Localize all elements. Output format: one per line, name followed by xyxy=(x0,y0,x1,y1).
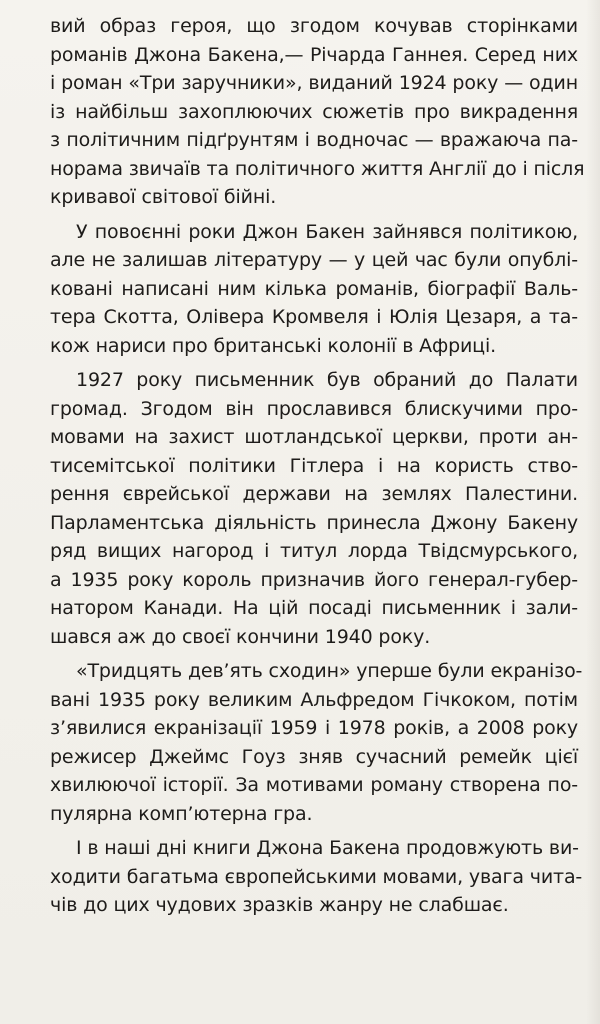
page-edge-shadow xyxy=(586,0,600,1024)
text-line: вані 1935 року великим Альфредом Гічкоком, потім xyxy=(50,688,578,711)
text-line: а 1935 року король призначив його генерал-губер- xyxy=(50,568,578,591)
text-line: Парламентська діяльність принесла Джону Бакену xyxy=(50,511,578,534)
text-line: рення єврейської держави на землях Палестини. xyxy=(50,483,578,505)
text-line: тисемітської політики Гітлера і на користь ство- xyxy=(50,454,578,477)
text-line: шався аж до своєї кончини 1940 року. xyxy=(50,625,431,648)
paragraph-5 xyxy=(50,834,583,920)
text-line: норама звичаїв та політичного життя Англії до і після xyxy=(50,157,585,180)
text-line: з’явилися екранізації 1959 і 1978 років, а 2008 року xyxy=(50,717,578,739)
text-line: кривавої світової бійні. xyxy=(50,186,277,208)
text-line: але не залишав літературу — у цей час були опублі- xyxy=(50,249,578,271)
text-line: громад. Згодом він прославився блискучими про- xyxy=(50,397,578,420)
text-line: пулярна комп’ютерна гра. xyxy=(50,802,313,825)
text-line: 1927 року письменник був обраний до Палати xyxy=(76,369,578,391)
text-line: тера Скотта, Олівера Кромвеля і Юлія Цезаря, а та- xyxy=(50,306,578,328)
text-line: хвилюючої історії. За мотивами роману створена по- xyxy=(50,774,578,796)
text-line: І в наші дні книги Джона Бакена продовжують ви- xyxy=(76,837,579,859)
text-line: ковані написані ним кілька романів, біографії Валь- xyxy=(50,277,578,300)
body-text xyxy=(50,12,585,926)
text-line: натором Канади. На цій посаді письменник і зали- xyxy=(50,597,578,619)
text-line: із найбільш захоплюючих сюжетів про викрадення xyxy=(50,100,578,123)
text-line: чів до цих чудових зразків жанру не слабшає. xyxy=(50,894,509,916)
text-line: романів Джона Бакена,— Річарда Ганнея. Серед них xyxy=(50,43,578,66)
text-line: режисер Джеймс Гоуз зняв сучасний ремейк цієї xyxy=(50,745,578,768)
paragraph-1 xyxy=(50,12,585,212)
paragraph-4 xyxy=(50,657,583,828)
text-line: з політичним підґрунтям і водночас — вражаюча па- xyxy=(50,129,578,151)
text-line: і роман «Три заручники», виданий 1924 року — один xyxy=(50,72,578,94)
text-line: ряд вищих нагород і титул лорда Твідсмурського, xyxy=(50,540,578,562)
paragraph-3 xyxy=(50,366,578,651)
text-line: вий образ героя, що згодом кочував сторінками xyxy=(50,15,578,37)
text-line: ходити багатьма європейськими мовами, увага чита- xyxy=(50,865,583,888)
text-line: «Тридцять дев’ять сходин» уперше були екранізо- xyxy=(76,660,583,682)
paragraph-2 xyxy=(50,218,578,361)
text-line: кож нариси про британські колонії в Африці. xyxy=(50,334,496,357)
text-line: У повоєнні роки Джон Бакен зайнявся політикою, xyxy=(76,220,578,243)
text-line: мовами на захист шотландської церкви, проти ан- xyxy=(50,426,578,448)
